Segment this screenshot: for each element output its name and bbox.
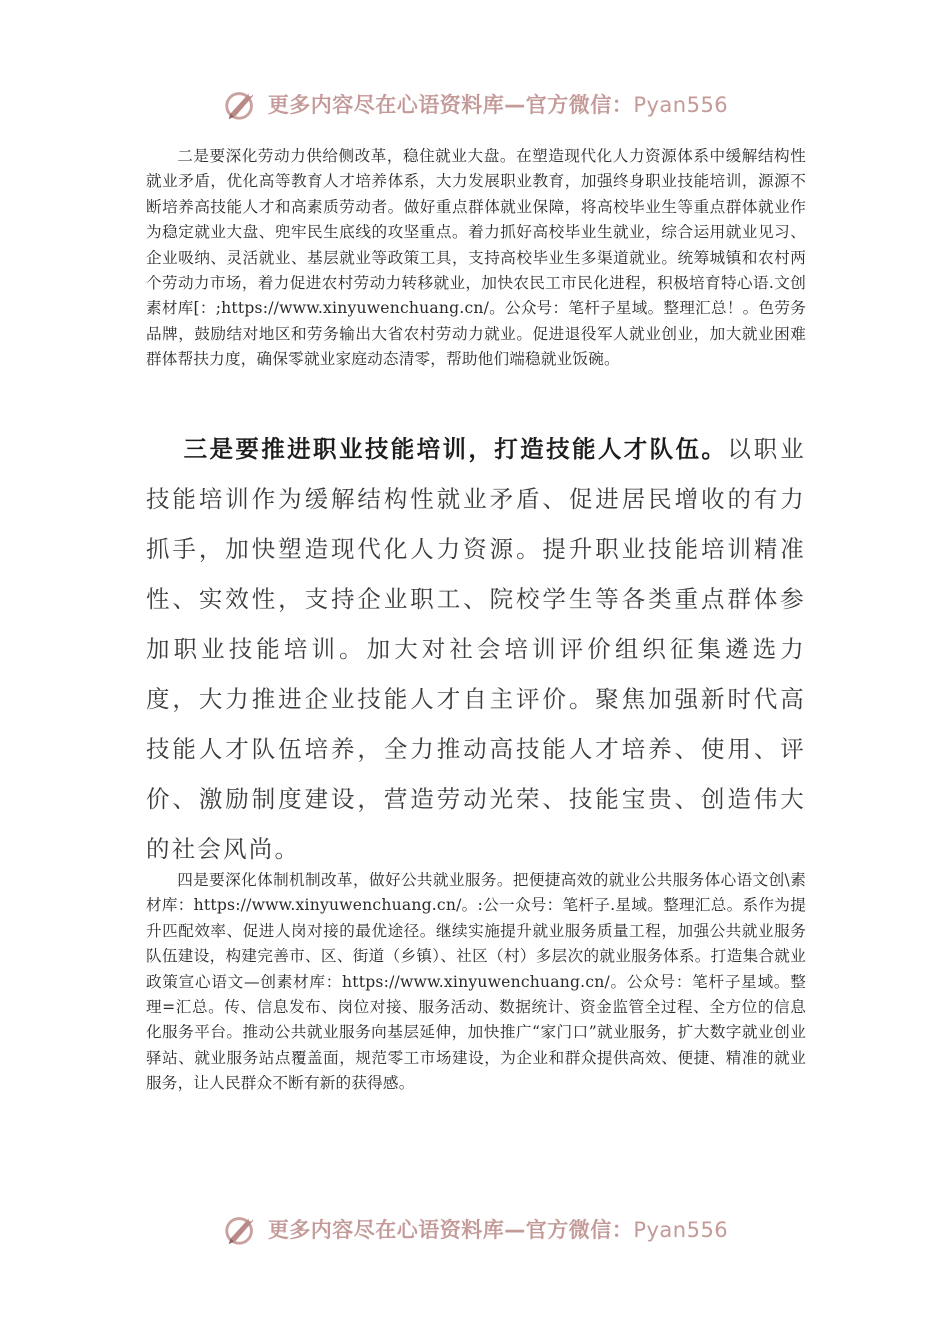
pen-logo-icon [222, 1210, 260, 1248]
banner-text: 更多内容尽在心语资料库—官方微信：Pyan556 [267, 93, 729, 117]
header-banner [0, 84, 950, 124]
paragraph-2-text: 二是要深化劳动力供给侧改革，稳住就业大盘。在塑造现代化人力资源体系中缓解结构性就业矛盾，优化高等教育人才培养体系，大力发展职业教育，加强终身职业技能培训，源源不断培养高技能人才和高素质劳动者。做好重点群体就业保障，将高校毕业生等重点群体就业作为稳定就业大盘、兜牢民生底线的攻坚重点。着力抓好高校毕业生就业，综合运用就业见习、企业吸纳、灵活就业、基层就业等政策工具，支持高校毕业生多渠道就业。统筹城镇和农村两个劳动力市场，着力促进农村劳动力转移就业，加快农民工市民化进程，积极培育特心语.文创素材库[：;https://www.xinyuwenchuang.cn/。公众号：笔杆子星域。整理汇总！。色劳务品牌，鼓励结对地区和劳务输出大省农村劳动力就业。促进退役军人就业创业，加大就业困难群体帮扶力度，确保零就业家庭动态清零，帮助他们端稳就业饭碗。 [146, 147, 806, 369]
paragraph-3-body: 以职业技能培训作为缓解结构性就业矛盾、促进居民增收的有力抓手，加快塑造现代化人力资源。提升职业技能培训精准性、实效性，支持企业职工、院校学生等各类重点群体参加职业技能培训。加大对社会培训评价组织征集遴选力度，大力推进企业技能人才自主评价。聚焦加强新时代高技能人才队伍培养，全力推动高技能人才培养、使用、评价、激励制度建设，营造劳动光荣、技能宝贵、创造伟大的社会风尚。 [146, 435, 806, 863]
banner-text: 更多内容尽在心语资料库—官方微信：Pyan556 [267, 1218, 729, 1242]
pen-logo-icon [222, 85, 260, 123]
paragraph-4 [146, 868, 806, 1097]
paragraph-3-lead: 三是要推进职业技能培训，打造技能人才队伍。 [183, 435, 728, 463]
paragraph-4-text: 四是要深化体制机制改革，做好公共就业服务。把便捷高效的就业公共服务体心语文创\素材库：https://www.xinyuwenchuang.cn/。:公一众号：笔杆子.星域。整理汇总。系作为提升匹配效率、促进人岗对接的最优途径。继续实施提升就业服务质量工程，加强公共就业服务队伍建设，构建完善市、区、街道（乡镇）、社区（村）多层次的就业服务体系。打造集合就业政策宣心语文—创素材库：https://www.xinyuwenchuang.cn/。公众号：笔杆子星域。整理=汇总。传、信息发布、岗位对接、服务活动、数据统计、资金监管全过程、全方位的信息化服务平台。推动公共就业服务向基层延伸，加快推广“家门口”就业服务，扩大数字就业创业驿站、就业服务站点覆盖面，规范零工市场建设，为企业和群众提供高效、便捷、精准的就业服务，让人民群众不断有新的获得感。 [146, 871, 806, 1093]
paragraph-2 [146, 144, 806, 373]
paragraph-3 [146, 424, 806, 874]
paragraph-3-text [146, 424, 806, 874]
footer-banner [0, 1209, 950, 1249]
